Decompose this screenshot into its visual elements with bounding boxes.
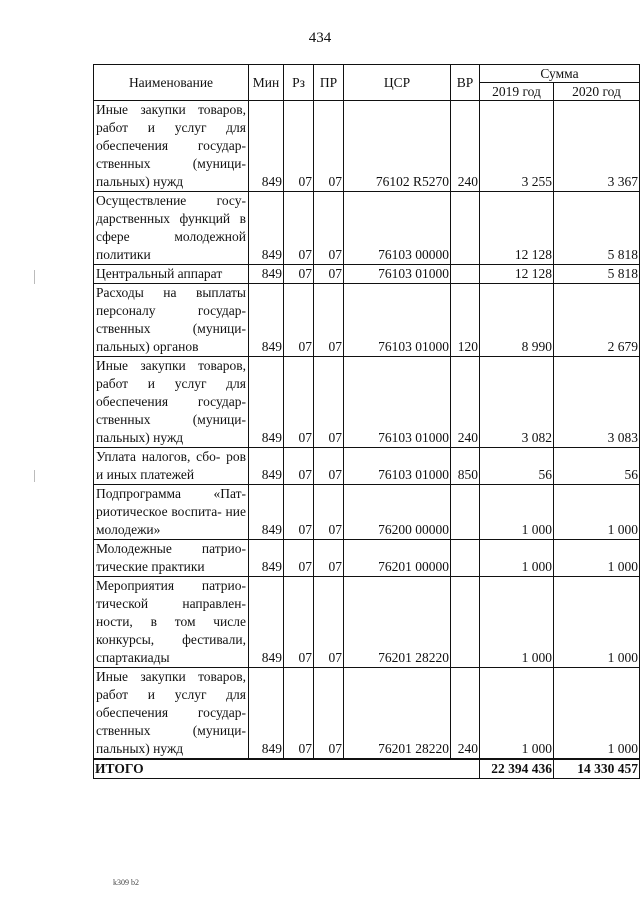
cell-rz: 07 (284, 101, 314, 192)
cell-sum-2019: 1 000 (480, 540, 554, 577)
margin-mark (34, 470, 35, 482)
table-body (94, 101, 640, 760)
total-label: ИТОГО (94, 759, 480, 779)
margin-mark (34, 270, 35, 284)
header-csr: ЦСР (344, 65, 451, 101)
table-row (94, 448, 640, 485)
cell-pr: 07 (314, 101, 344, 192)
table-row (94, 540, 640, 577)
cell-csr: 76201 28220 (344, 577, 451, 668)
cell-rz: 07 (284, 192, 314, 265)
table-row (94, 577, 640, 668)
table-row (94, 485, 640, 540)
cell-sum-2020: 3 367 (554, 101, 640, 192)
cell-name: Мероприятия патрио- тической направлен- ности, в том числе конкурсы, фестивали, спартакиады (94, 577, 249, 668)
cell-rz: 07 (284, 284, 314, 357)
cell-vr (451, 540, 480, 577)
cell-sum-2020: 56 (554, 448, 640, 485)
cell-rz: 07 (284, 357, 314, 448)
cell-sum-2019: 1 000 (480, 485, 554, 540)
cell-csr: 76103 01000 (344, 284, 451, 357)
cell-vr: 240 (451, 668, 480, 760)
cell-rz: 07 (284, 540, 314, 577)
cell-csr: 76103 01000 (344, 448, 451, 485)
cell-sum-2020: 5 818 (554, 192, 640, 265)
header-rz: Рз (284, 65, 314, 101)
header-vr: ВР (451, 65, 480, 101)
total-row (94, 759, 640, 779)
cell-pr: 07 (314, 540, 344, 577)
cell-sum-2020: 1 000 (554, 540, 640, 577)
cell-vr: 240 (451, 101, 480, 192)
cell-min: 849 (249, 101, 284, 192)
cell-name: Уплата налогов, сбо- ров и иных платежей (94, 448, 249, 485)
cell-pr: 07 (314, 668, 344, 760)
cell-vr: 240 (451, 357, 480, 448)
cell-name: Молодежные патрио- тические практики (94, 540, 249, 577)
cell-sum-2020: 5 818 (554, 265, 640, 284)
cell-csr: 76200 00000 (344, 485, 451, 540)
cell-name: Подпрограмма «Пат- риотическое воспита- ние молодежи» (94, 485, 249, 540)
cell-sum-2019: 3 082 (480, 357, 554, 448)
budget-table (93, 64, 640, 779)
cell-min: 849 (249, 192, 284, 265)
cell-pr: 07 (314, 448, 344, 485)
cell-pr: 07 (314, 357, 344, 448)
total-2019: 22 394 436 (480, 759, 554, 779)
cell-name: Центральный аппарат (94, 265, 249, 284)
table-row (94, 284, 640, 357)
table-row (94, 668, 640, 760)
cell-sum-2020: 1 000 (554, 577, 640, 668)
cell-sum-2019: 12 128 (480, 265, 554, 284)
cell-sum-2019: 1 000 (480, 577, 554, 668)
header-row (94, 65, 640, 83)
cell-csr: 76201 00000 (344, 540, 451, 577)
cell-pr: 07 (314, 284, 344, 357)
cell-pr: 07 (314, 485, 344, 540)
cell-pr: 07 (314, 265, 344, 284)
cell-name: Расходы на выплаты персоналу государ- ственных (муници- пальных) органов (94, 284, 249, 357)
cell-sum-2019: 1 000 (480, 668, 554, 760)
table-row (94, 265, 640, 284)
cell-sum-2019: 3 255 (480, 101, 554, 192)
header-sum: Сумма (480, 65, 640, 83)
cell-sum-2019: 56 (480, 448, 554, 485)
cell-name: Осуществление госу- дарственных функций в сфере молодежной политики (94, 192, 249, 265)
cell-sum-2020: 1 000 (554, 668, 640, 760)
cell-min: 849 (249, 265, 284, 284)
cell-name: Иные закупки товаров, работ и услуг для обеспечения государ- ственных (муници- пальных) нужд (94, 668, 249, 760)
cell-name: Иные закупки товаров, работ и услуг для обеспечения государ- ственных (муници- пальных) нужд (94, 101, 249, 192)
cell-min: 849 (249, 540, 284, 577)
cell-min: 849 (249, 577, 284, 668)
cell-csr: 76201 28220 (344, 668, 451, 760)
cell-rz: 07 (284, 668, 314, 760)
cell-name: Иные закупки товаров, работ и услуг для обеспечения государ- ственных (муници- пальных) нужд (94, 357, 249, 448)
cell-csr: 76102 R5270 (344, 101, 451, 192)
cell-sum-2020: 3 083 (554, 357, 640, 448)
cell-sum-2019: 12 128 (480, 192, 554, 265)
cell-sum-2020: 2 679 (554, 284, 640, 357)
cell-vr (451, 485, 480, 540)
table-row (94, 357, 640, 448)
header-2019: 2019 год (480, 83, 554, 101)
footer-code: k309 b2 (113, 878, 139, 887)
cell-pr: 07 (314, 192, 344, 265)
page-number: 434 (308, 30, 332, 46)
cell-rz: 07 (284, 448, 314, 485)
cell-csr: 76103 01000 (344, 265, 451, 284)
cell-vr: 850 (451, 448, 480, 485)
cell-rz: 07 (284, 577, 314, 668)
cell-vr: 120 (451, 284, 480, 357)
cell-min: 849 (249, 357, 284, 448)
cell-csr: 76103 01000 (344, 357, 451, 448)
header-pr: ПР (314, 65, 344, 101)
table-row (94, 192, 640, 265)
cell-pr: 07 (314, 577, 344, 668)
cell-vr (451, 577, 480, 668)
cell-rz: 07 (284, 265, 314, 284)
cell-min: 849 (249, 668, 284, 760)
cell-min: 849 (249, 448, 284, 485)
cell-sum-2019: 8 990 (480, 284, 554, 357)
cell-min: 849 (249, 284, 284, 357)
header-2020: 2020 год (554, 83, 640, 101)
cell-min: 849 (249, 485, 284, 540)
cell-csr: 76103 00000 (344, 192, 451, 265)
cell-vr (451, 265, 480, 284)
header-min: Мин (249, 65, 284, 101)
cell-vr (451, 192, 480, 265)
total-2020: 14 330 457 (554, 759, 640, 779)
cell-rz: 07 (284, 485, 314, 540)
cell-sum-2020: 1 000 (554, 485, 640, 540)
header-name: Наименование (94, 65, 249, 101)
table-row (94, 101, 640, 192)
